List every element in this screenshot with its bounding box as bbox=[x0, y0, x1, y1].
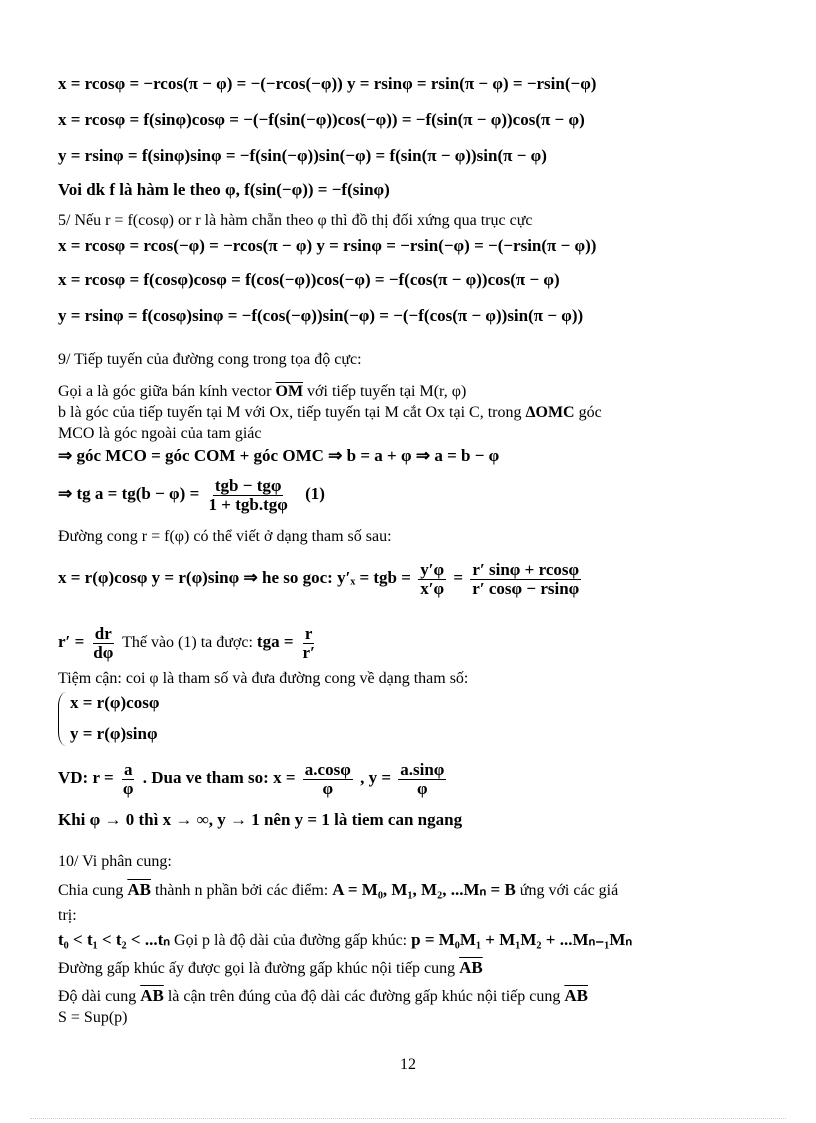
equation-line-4: Voi dk f là hàm le theo φ, f(sin(−φ)) = −f(sinφ) bbox=[58, 180, 390, 199]
text-line-24 bbox=[58, 880, 618, 901]
numerator: dr bbox=[94, 623, 112, 643]
equation-line-7: x = rcosφ = f(cosφ)cosφ = f(cos(−φ))cos(−φ) = −f(cos(π − φ))cos(π − φ) bbox=[58, 270, 560, 289]
equation-line-8: y = rsinφ = f(cosφ)sinφ = −f(cos(−φ))sin(−φ) = −(−f(cos(π − φ))sin(π − φ)) bbox=[58, 306, 584, 325]
eq-number: (1) bbox=[305, 484, 325, 503]
vector-om: $\overline{OM}$ bbox=[275, 383, 304, 400]
numerator: r′ sinφ + rcosφ bbox=[472, 559, 580, 579]
denominator: dφ bbox=[93, 642, 114, 662]
numerator: y′φ bbox=[420, 559, 445, 579]
system-eq-x: x = r(φ)cosφ bbox=[70, 693, 160, 712]
text-line-28 bbox=[58, 986, 588, 1007]
section-9-heading: 9/ Tiếp tuyến của đường cong trong tọa độ cực: bbox=[58, 351, 362, 368]
text-segment: thành n phần bởi các điểm: bbox=[150, 882, 333, 899]
text-line-11 bbox=[58, 403, 602, 423]
text-line-12: MCO là góc ngoài của tam giác bbox=[58, 425, 262, 442]
arc-ab: $\overline{AB}$ bbox=[564, 986, 589, 1005]
denominator: r′ cosφ − rsinφ bbox=[472, 578, 580, 598]
text-line-25: trị: bbox=[58, 907, 77, 924]
eq-part: tga = bbox=[256, 632, 294, 651]
denominator: r′ bbox=[302, 642, 315, 662]
numerator: r bbox=[304, 623, 313, 643]
arc-ab: $\overline{AB}$ bbox=[459, 958, 483, 977]
equation-line-13: ⇒ góc MCO = góc COM + góc OMC ⇒ b = a + φ ⇒ a = b − φ bbox=[58, 446, 500, 465]
eq-part: ⇒ tg a = tg(b − φ) = bbox=[58, 484, 200, 503]
equation-line-16 bbox=[58, 556, 584, 600]
denominator: x′φ bbox=[420, 578, 445, 598]
section-5-heading: 5/ Nếu r = f(cosφ) or r là hàm chẵn theo φ thì đồ thị đối xứng qua trục cực bbox=[58, 212, 533, 229]
fraction bbox=[301, 625, 317, 662]
text-line-27 bbox=[58, 958, 483, 979]
text-line-18: Tiệm cận: coi φ là tham số và đưa đường cong về dạng tham số: bbox=[58, 670, 469, 687]
fraction bbox=[470, 561, 581, 598]
arc-ab: $\overline{AB}$ bbox=[140, 986, 164, 1005]
denominator: φ bbox=[322, 778, 334, 798]
text-segment: Chia cung bbox=[58, 882, 128, 899]
text-line-10 bbox=[58, 382, 466, 402]
fraction bbox=[303, 761, 353, 798]
denominator: 1 + tgb.tgφ bbox=[208, 494, 288, 514]
text-line-29: S = Sup(p) bbox=[58, 1009, 128, 1026]
text-line-15: Đường cong r = f(φ) có thể viết ở dạng tham số sau: bbox=[58, 528, 392, 545]
denominator: φ bbox=[122, 778, 134, 798]
numerator: tgb − tgφ bbox=[214, 475, 282, 495]
system-brace bbox=[58, 692, 69, 746]
text-line-26 bbox=[58, 930, 632, 951]
text-segment: với tiếp tuyến tại M(r, φ) bbox=[303, 383, 467, 400]
polyline-sum: p = M₀M₁ + M₁M₂ + ...Mₙ₋₁Mₙ bbox=[411, 930, 633, 949]
arc-ab: $\overline{AB}$ bbox=[127, 880, 151, 899]
equation-line-22: Khi φ → 0 thì x → ∞, y → 1 nên y = 1 là tiem can ngang bbox=[58, 810, 463, 829]
fraction bbox=[398, 761, 446, 798]
eq-part: . Dua ve tham so: x = bbox=[142, 768, 296, 787]
eq-part: VD: r = bbox=[58, 768, 114, 787]
text-segment: Gọi p là độ dài của đường gấp khúc: bbox=[170, 932, 412, 949]
text-segment: Đường gấp khúc ấy được gọi là đường gấp khúc nội tiếp cung bbox=[58, 960, 460, 977]
numerator: a bbox=[123, 759, 133, 779]
text-segment: ứng với các giá bbox=[515, 882, 619, 899]
points-list: A = M₀, M₁, M₂, ...Mₙ = B bbox=[332, 880, 516, 899]
text-segment: b là góc của tiếp tuyến tại M với Ox, tiếp tuyến tại M cắt Ox tại C, trong bbox=[58, 404, 526, 421]
fraction bbox=[91, 625, 115, 662]
eq-part: = bbox=[453, 568, 464, 587]
denominator: φ bbox=[417, 778, 428, 798]
footer-divider bbox=[30, 1118, 786, 1119]
equation-line-14 bbox=[58, 474, 325, 514]
equation-line-2: x = rcosφ = f(sinφ)cosφ = −(−f(sin(−φ))cos(−φ)) = −f(sin(π − φ))cos(π − φ) bbox=[58, 110, 585, 129]
text-segment: góc bbox=[574, 404, 602, 421]
equation-line-3: y = rsinφ = f(sinφ)sinφ = −f(sin(−φ))sin(−φ) = f(sin(π − φ))sin(π − φ) bbox=[58, 146, 547, 165]
fraction bbox=[418, 561, 446, 598]
equation-line-1: x = rcosφ = −rcos(π − φ) = −(−rcos(−φ)) y = rsinφ = rsin(π − φ) = −rsin(−φ) bbox=[58, 74, 597, 93]
text-segment: Độ dài cung bbox=[58, 988, 141, 1005]
text-segment: là cận trên đúng của độ dài các đường gấp khúc nội tiếp cung bbox=[163, 988, 565, 1005]
eq-part: r′ = bbox=[58, 632, 85, 651]
fraction bbox=[121, 761, 136, 798]
eq-part: x = r(φ)cosφ y = r(φ)sinφ ⇒ he so goc: y′ₓ = tgb = bbox=[58, 568, 411, 587]
numerator: a.cosφ bbox=[304, 759, 351, 779]
text-segment: Gọi a là góc giữa bán kính vector bbox=[58, 383, 276, 400]
eq-part: , y = bbox=[360, 768, 391, 787]
system-eq-y: y = r(φ)sinφ bbox=[70, 724, 158, 743]
inequality: t₀ < t₁ < t₂ < ...tₙ bbox=[58, 930, 171, 949]
fraction bbox=[207, 477, 290, 514]
equation-line-21 bbox=[58, 756, 449, 800]
triangle-omc: ΔOMC bbox=[525, 404, 575, 421]
text-segment: Thế vào (1) ta được: bbox=[122, 634, 257, 651]
equation-line-6: x = rcosφ = rcos(−φ) = −rcos(π − φ) y = rsinφ = −rsin(−φ) = −(−rsin(π − φ)) bbox=[58, 236, 597, 255]
equation-line-17 bbox=[58, 620, 320, 665]
page-number: 12 bbox=[400, 1056, 416, 1073]
section-10-heading: 10/ Vi phân cung: bbox=[58, 853, 172, 870]
numerator: a.sinφ bbox=[400, 759, 445, 779]
